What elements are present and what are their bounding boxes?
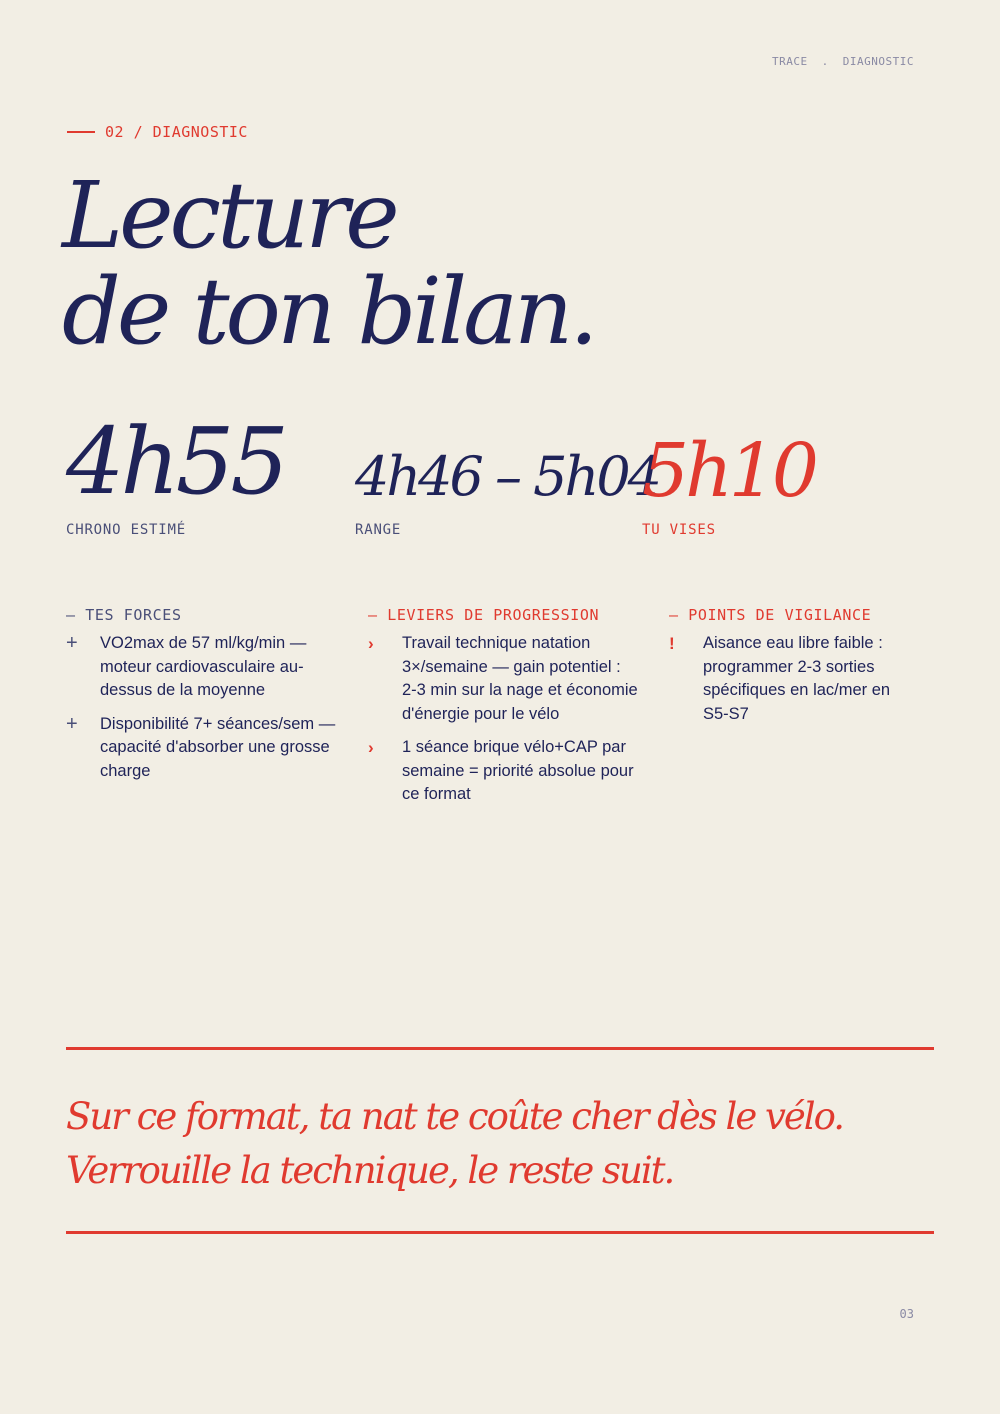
chevron-right-icon: › [368,738,374,757]
quote-rule-bottom [66,1231,934,1234]
section-label [67,123,248,141]
quote-rule-top [66,1047,934,1050]
page-number: 03 [899,1307,914,1321]
stat-label: TU VISES [642,522,716,538]
chevron-right-icon: › [368,634,374,653]
list-item [368,736,638,807]
list-item [66,632,336,703]
page-title-line-2: de ton bilan. [62,258,595,365]
column-leviers [368,606,638,817]
list-item [669,632,914,726]
exclamation-icon: ! [669,634,675,653]
stat-range [355,412,659,538]
plus-icon: + [66,712,78,735]
header-brand: TRACE [772,55,808,68]
list-item-text: 1 séance brique vélo+CAP par semaine = priorité absolue pour ce format [402,738,634,803]
plus-icon: + [66,632,78,654]
stat-target-time [642,412,815,538]
stat-estimated-time [66,408,285,538]
list-item-text: Travail technique natation 3×/semaine — gain potentiel : 2-3 min sur la nage et économie d'énergie pour le vélo [402,634,638,723]
column-heading: — TES FORCES [66,606,182,624]
header-section: DIAGNOSTIC [842,55,914,68]
column-heading: — LEVIERS DE PROGRESSION [368,606,600,624]
list-item-text: VO2max de 57 ml/kg/min — moteur cardiovasculaire au-dessus de la moyenne [100,634,307,699]
list-item [368,632,638,726]
column-forces [66,606,336,793]
stat-value: 4h55 [66,408,285,515]
list-item-text: Disponibilité 7+ séances/sem — capacité d'absorber une grosse charge [100,714,336,780]
header-separator: . [821,55,829,68]
section-label-text: 02 / DIAGNOSTIC [105,123,248,141]
list-item [66,713,336,784]
page-title-line-1: Lecture [62,162,396,269]
stat-value: 4h46 – 5h04 [355,445,660,508]
page-title [62,162,595,365]
pull-quote: Sur ce format, ta nat te coûte cher dès le vélo. Verrouille la technique, le reste suit. [66,1095,844,1192]
stat-value: 5h10 [642,428,815,514]
column-heading: — POINTS DE VIGILANCE [669,606,872,624]
stat-label: CHRONO ESTIMÉ [66,522,186,538]
list-item-text: Aisance eau libre faible : programmer 2-3 sorties spécifiques en lac/mer en S5-S7 [703,634,891,723]
column-vigilance [669,606,914,736]
section-label-rule [67,131,95,133]
stat-label: RANGE [355,522,402,538]
running-header [772,55,914,68]
